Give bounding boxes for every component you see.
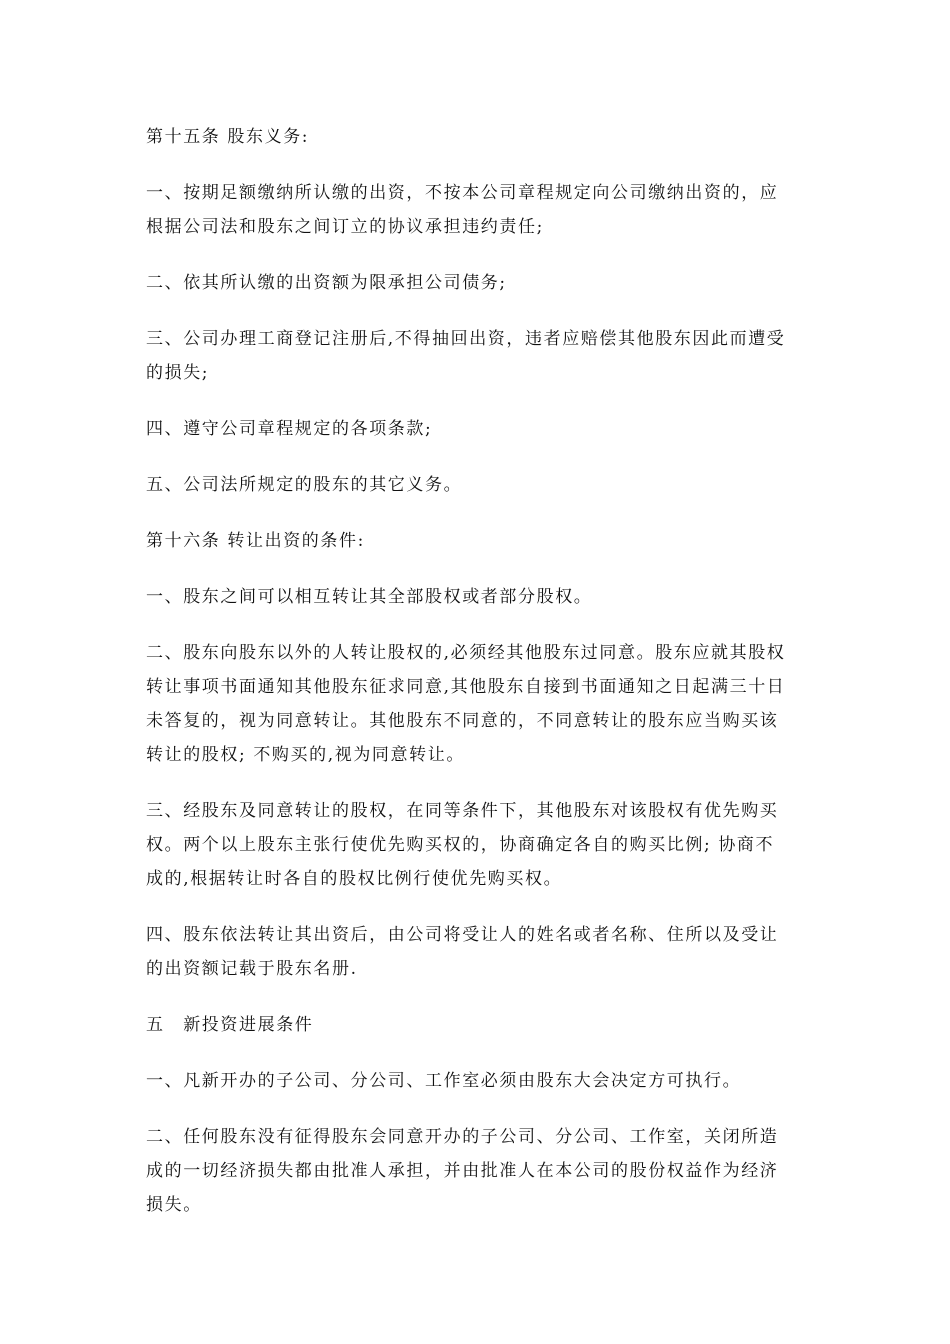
text-line: 的出资额记载于股东名册. <box>146 959 358 979</box>
section-5-heading <box>146 1008 810 1042</box>
text-line: 未答复的，视为同意转让。其他股东不同意的，不同意转让的股东应当购买该 <box>146 711 779 731</box>
text-line: 一、股东之间可以相互转让其全部股权或者部分股权。 <box>146 587 593 607</box>
text-line: 二、任何股东没有征得股东会同意开办的子公司、分公司、工作室，关闭所造 <box>146 1127 779 1147</box>
text-line: 第十六条 转让出资的条件: <box>146 531 365 551</box>
text-line: 二、依其所认缴的出资额为限承担公司债务; <box>146 273 507 293</box>
text-line: 五 新投资进展条件 <box>146 1015 314 1035</box>
section-5-item-1 <box>146 1064 810 1098</box>
text-line: 转让的股权; 不购买的,视为同意转让。 <box>146 745 465 765</box>
section-5-item-2 <box>146 1120 810 1222</box>
text-line: 三、经股东及同意转让的股权，在同等条件下，其他股东对该股权有优先购买 <box>146 801 779 821</box>
article-15-item-5 <box>146 468 810 502</box>
text-line: 权。两个以上股东主张行使优先购买权的，协商确定各自的购买比例; 协商不 <box>146 835 775 855</box>
article-16-heading <box>146 524 810 558</box>
text-line: 损失。 <box>146 1195 202 1215</box>
document-page <box>146 120 810 1244</box>
article-15-item-4 <box>146 412 810 446</box>
text-line: 四、股东依法转让其出资后，由公司将受让人的姓名或者名称、住所以及受让 <box>146 925 779 945</box>
article-15-item-3 <box>146 322 810 390</box>
article-15-item-2 <box>146 266 810 300</box>
text-line: 五、公司法所规定的股东的其它义务。 <box>146 475 463 495</box>
text-line: 成的一切经济损失都由批准人承担，并由批准人在本公司的股份权益作为经济 <box>146 1161 779 1181</box>
text-line: 的损失; <box>146 363 210 383</box>
article-15-heading <box>146 120 810 154</box>
article-16-item-1 <box>146 580 810 614</box>
text-line: 三、公司办理工商登记注册后,不得抽回出资，违者应赔偿其他股东因此而遭受 <box>146 329 786 349</box>
text-line: 一、按期足额缴纳所认缴的出资，不按本公司章程规定向公司缴纳出资的，应 <box>146 183 779 203</box>
text-line: 二、股东向股东以外的人转让股权的,必须经其他股东过同意。股东应就其股权 <box>146 643 786 663</box>
article-15-item-1 <box>146 176 810 244</box>
text-line: 第十五条 股东义务: <box>146 127 310 147</box>
text-line: 根据公司法和股东之间订立的协议承担违约责任; <box>146 217 544 237</box>
article-16-item-4 <box>146 918 810 986</box>
article-16-item-2 <box>146 636 810 772</box>
article-16-item-3 <box>146 794 810 896</box>
text-line: 四、遵守公司章程规定的各项条款; <box>146 419 433 439</box>
text-line: 转让事项书面通知其他股东征求同意,其他股东自接到书面通知之日起满三十日 <box>146 677 786 697</box>
text-line: 成的,根据转让时各自的股权比例行使优先购买权。 <box>146 869 563 889</box>
text-line: 一、凡新开办的子公司、分公司、工作室必须由股东大会决定方可执行。 <box>146 1071 742 1091</box>
